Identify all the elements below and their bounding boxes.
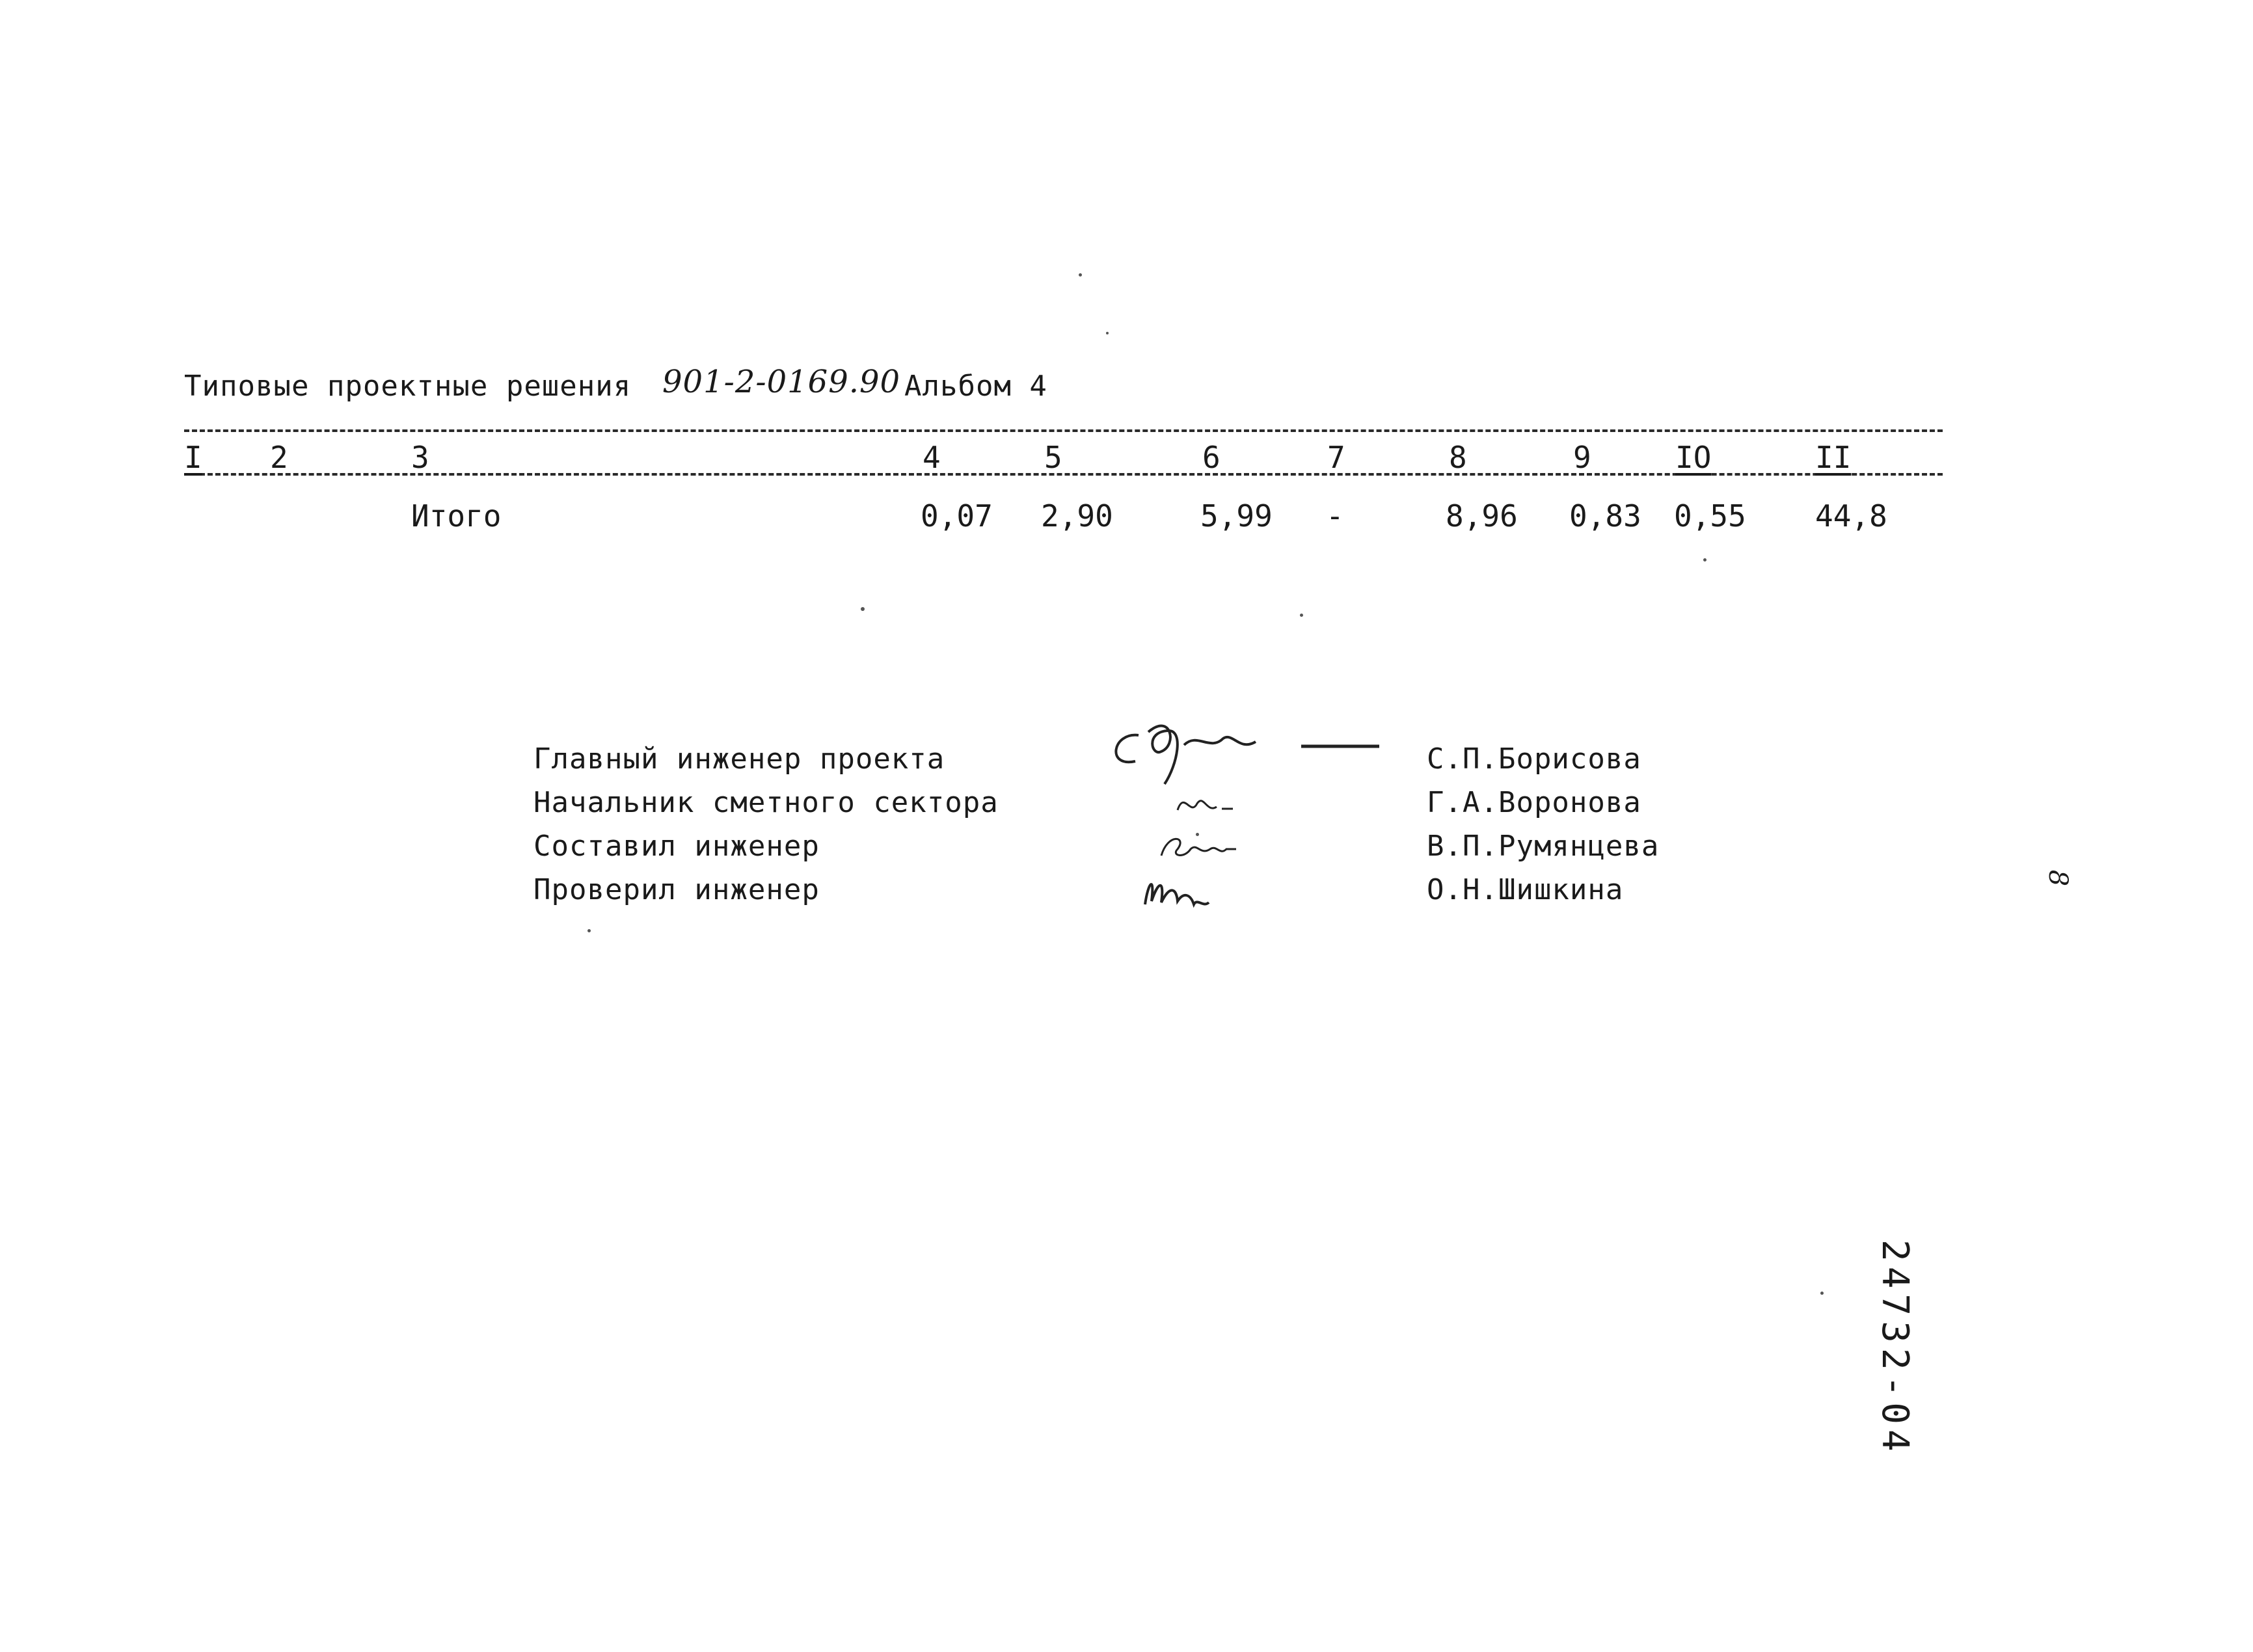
total-col11: 44,8 bbox=[1815, 498, 1887, 534]
archive-number: 24732-04 bbox=[1874, 1239, 1916, 1457]
name-rumyantseva: В.П.Румянцева bbox=[1427, 830, 1660, 863]
role-checked-by: Проверил инженер bbox=[533, 873, 820, 906]
name-borisova: С.П.Борисова bbox=[1427, 742, 1641, 776]
table-top-rule bbox=[184, 429, 1943, 432]
column-header-10: IO bbox=[1675, 440, 1712, 475]
total-col9: 0,83 bbox=[1569, 498, 1641, 534]
series-label: Типовые проектные решения bbox=[184, 370, 632, 403]
scan-speck bbox=[1300, 614, 1303, 617]
name-voronova: Г.А.Воронова bbox=[1427, 786, 1641, 819]
signature-shishkina bbox=[1132, 869, 1223, 914]
column-header-1: I bbox=[184, 440, 202, 475]
total-col6: 5,99 bbox=[1200, 498, 1273, 534]
total-col4: 0,07 bbox=[921, 498, 993, 534]
signature-voronova bbox=[1171, 784, 1243, 823]
column-header-8: 8 bbox=[1449, 440, 1467, 475]
column-header-3: 3 bbox=[411, 440, 429, 475]
scan-speck bbox=[587, 929, 591, 932]
scan-speck bbox=[1106, 332, 1109, 334]
scan-speck bbox=[1079, 273, 1082, 277]
total-col8: 8,96 bbox=[1446, 498, 1518, 534]
total-col7: - bbox=[1326, 498, 1344, 534]
role-chief-engineer: Главный инженер проекта bbox=[533, 742, 945, 776]
album-label: Альбом 4 bbox=[904, 370, 1047, 403]
column-header-6: 6 bbox=[1202, 440, 1221, 475]
column-header-5: 5 bbox=[1044, 440, 1062, 475]
scan-speck bbox=[1196, 833, 1199, 836]
column-header-11: II bbox=[1815, 440, 1852, 475]
page-mark: 8 bbox=[2043, 869, 2073, 887]
total-col5: 2,90 bbox=[1041, 498, 1113, 534]
scan-speck bbox=[861, 607, 865, 611]
column-header-9: 9 bbox=[1573, 440, 1591, 475]
total-row-label: Итого bbox=[411, 498, 502, 534]
signature-rumyantseva bbox=[1152, 826, 1249, 865]
scan-speck bbox=[1703, 558, 1707, 562]
column-header-4: 4 bbox=[923, 440, 941, 475]
role-compiled-by: Составил инженер bbox=[533, 830, 820, 863]
signature-borisova bbox=[1100, 706, 1386, 804]
project-code: 901-2-0169.90 bbox=[662, 364, 901, 400]
name-shishkina: О.Н.Шишкина bbox=[1427, 873, 1624, 906]
scan-speck bbox=[1820, 1292, 1824, 1295]
role-estimate-head: Начальник сметного сектора bbox=[533, 786, 999, 819]
total-col10: 0,55 bbox=[1674, 498, 1746, 534]
column-header-7: 7 bbox=[1327, 440, 1345, 475]
column-header-2: 2 bbox=[270, 440, 288, 475]
